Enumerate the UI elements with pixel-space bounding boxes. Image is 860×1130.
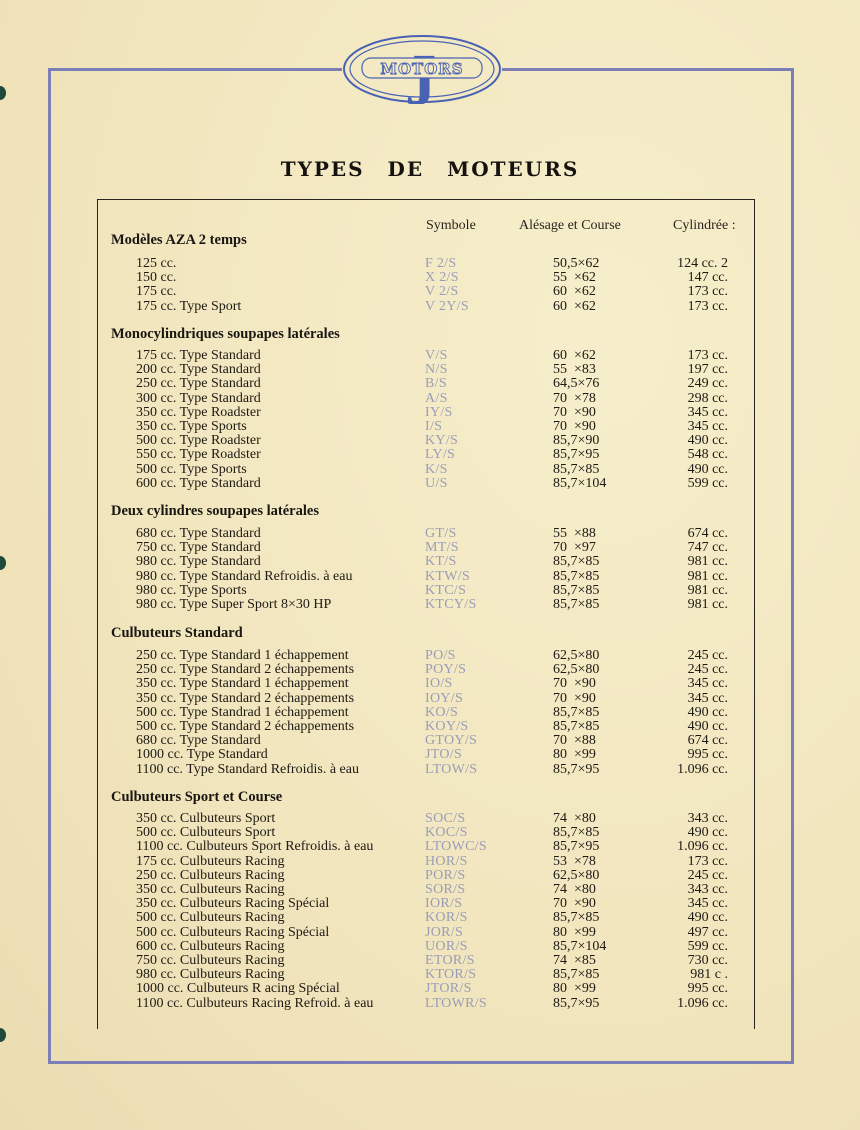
displacement: 173 cc. <box>687 298 728 314</box>
engine-symbol: LTOW/S <box>425 761 478 777</box>
engine-symbol: KTOR/S <box>425 967 477 983</box>
displacement: 674 cc. <box>687 526 728 541</box>
bore-stroke: 85,7×85 <box>553 825 600 841</box>
table-row <box>0 968 860 982</box>
bore-stroke: 80 ×99 <box>553 924 596 940</box>
table-row <box>0 997 860 1011</box>
engine-symbol: GT/S <box>425 526 457 541</box>
engine-symbol: PO/S <box>425 648 456 663</box>
displacement: 1.096 cc. <box>677 761 728 777</box>
section-title: Deux cylindres soupapes latérales <box>111 503 319 519</box>
bore-stroke: 85,7×85 <box>553 597 600 612</box>
bore-stroke: 62,5×80 <box>553 662 600 678</box>
table-row <box>0 584 860 598</box>
logo-motors-text: MOTORS <box>380 60 464 78</box>
engine-name: 175 cc. Type Sport <box>136 298 242 314</box>
bore-stroke: 70 ×88 <box>553 733 596 749</box>
engine-symbol: IOY/S <box>425 690 464 706</box>
engine-symbol: A/S <box>425 390 448 406</box>
table-row <box>0 855 860 869</box>
engine-name: 680 cc. Type Standard <box>136 526 261 541</box>
displacement: 147 cc. <box>687 270 728 286</box>
engine-name: 750 cc. Culbuteurs Racing <box>136 953 285 968</box>
engine-name: 125 cc. <box>136 256 177 271</box>
table-row <box>0 420 860 434</box>
table-row <box>0 869 860 883</box>
displacement: 345 cc. <box>687 896 728 912</box>
displacement: 674 cc. <box>687 733 728 749</box>
engine-name: 350 cc. Culbuteurs Racing <box>136 882 285 897</box>
displacement: 730 cc. <box>687 953 728 968</box>
engine-name: 350 cc. Type Standard 2 échappements <box>136 690 355 706</box>
engine-symbol: V/S <box>425 348 448 363</box>
displacement: 981 cc. <box>687 554 728 570</box>
bore-stroke: 85,7×95 <box>553 447 600 463</box>
displacement: 995 cc. <box>687 981 728 997</box>
table-row <box>0 748 860 762</box>
displacement: 490 cc. <box>687 433 728 449</box>
engine-symbol: ETOR/S <box>425 953 475 968</box>
engine-name: 350 cc. Type Standard 1 échappement <box>136 676 349 692</box>
engine-symbol: KT/S <box>425 554 457 570</box>
table-row <box>0 911 860 925</box>
engine-symbol: IOR/S <box>425 896 463 912</box>
table-row <box>0 527 860 541</box>
engine-symbol: X 2/S <box>425 270 459 286</box>
engine-name: 600 cc. Type Standard <box>136 475 261 491</box>
engine-name: 980 cc. Culbuteurs Racing <box>136 967 285 983</box>
table-row <box>0 598 860 612</box>
engine-name: 175 cc. Culbuteurs Racing <box>136 853 285 869</box>
engine-name: 250 cc. Culbuteurs Racing <box>136 867 285 883</box>
section-title: Modèles AZA 2 temps <box>111 232 247 248</box>
bore-stroke: 60 ×62 <box>553 348 596 363</box>
table-row <box>0 406 860 420</box>
bore-stroke: 70 ×97 <box>553 540 596 556</box>
bore-stroke: 85,7×90 <box>553 433 600 449</box>
engine-name: 980 cc. Type Sports <box>136 582 247 598</box>
engine-name: 1000 cc. Type Standard <box>136 747 268 763</box>
displacement: 490 cc. <box>687 910 728 926</box>
bore-stroke: 85,7×95 <box>553 995 600 1011</box>
bore-stroke: 70 ×90 <box>553 676 596 692</box>
displacement: 345 cc. <box>687 404 728 420</box>
displacement: 548 cc. <box>687 447 728 463</box>
engine-name: 250 cc. Type Standard <box>136 376 261 392</box>
bore-stroke: 85,7×85 <box>553 910 600 926</box>
displacement: 173 cc. <box>687 284 728 300</box>
table-row <box>0 720 860 734</box>
jap-motors-logo <box>342 34 502 104</box>
displacement: 981 cc. <box>687 597 728 612</box>
bore-stroke: 62,5×80 <box>553 867 600 883</box>
engine-name: 500 cc. Culbuteurs Sport <box>136 825 276 841</box>
bore-stroke: 85,7×85 <box>553 568 600 584</box>
table-row <box>0 763 860 777</box>
engine-name: 680 cc. Type Standard <box>136 733 261 749</box>
table-row <box>0 541 860 555</box>
engine-symbol: JTO/S <box>425 747 463 763</box>
table-row <box>0 271 860 285</box>
engine-symbol: V 2/S <box>425 284 459 300</box>
table-row <box>0 954 860 968</box>
engine-name: 200 cc. Type Standard <box>136 362 261 378</box>
table-row <box>0 570 860 584</box>
bore-stroke: 60 ×62 <box>553 284 596 300</box>
column-header-bore-stroke: Alésage et Course <box>519 218 621 233</box>
engine-symbol: IO/S <box>425 676 453 692</box>
table-row <box>0 982 860 996</box>
engine-symbol: UOR/S <box>425 938 468 954</box>
engine-name: 980 cc. Type Standard <box>136 554 261 570</box>
engine-name: 350 cc. Type Sports <box>136 419 247 434</box>
displacement: 124 cc. 2 <box>677 256 728 271</box>
table-row <box>0 555 860 569</box>
engine-symbol: KY/S <box>425 433 459 449</box>
engine-name: 150 cc. <box>136 270 177 286</box>
engine-name: 980 cc. Type Super Sport 8×30 HP <box>136 597 332 612</box>
table-row <box>0 392 860 406</box>
bore-stroke: 85,7×85 <box>553 719 600 734</box>
bore-stroke: 70 ×78 <box>553 390 596 406</box>
table-row <box>0 734 860 748</box>
table-row <box>0 434 860 448</box>
displacement: 995 cc. <box>687 747 728 763</box>
displacement: 599 cc. <box>687 938 728 954</box>
table-row <box>0 883 860 897</box>
engine-symbol: GTOY/S <box>425 733 478 749</box>
table-row <box>0 257 860 271</box>
bore-stroke: 80 ×99 <box>553 747 596 763</box>
bore-stroke: 80 ×99 <box>553 981 596 997</box>
displacement: 345 cc. <box>687 676 728 692</box>
engine-symbol: LTOWC/S <box>425 839 488 855</box>
engine-name: 250 cc. Type Standard 1 échappement <box>136 648 349 663</box>
bore-stroke: 50,5×62 <box>553 256 600 271</box>
table-row <box>0 285 860 299</box>
table-row <box>0 363 860 377</box>
engine-symbol: KOC/S <box>425 825 468 841</box>
displacement: 490 cc. <box>687 825 728 841</box>
engine-symbol: KTCY/S <box>425 597 477 612</box>
bore-stroke: 53 ×78 <box>553 853 596 869</box>
engine-name: 1100 cc. Culbuteurs Sport Refroidis. à eau <box>136 839 374 855</box>
engine-name: 300 cc. Type Standard <box>136 390 261 406</box>
displacement: 490 cc. <box>687 719 728 734</box>
table-row <box>0 377 860 391</box>
bore-stroke: 70 ×90 <box>553 404 596 420</box>
bore-stroke: 85,7×95 <box>553 761 600 777</box>
section-title: Culbuteurs Standard <box>111 625 243 641</box>
page-title: TYPES DE MOTEURS <box>280 157 580 181</box>
table-row <box>0 448 860 462</box>
displacement: 981 cc. <box>687 568 728 584</box>
bore-stroke: 74 ×80 <box>553 811 596 826</box>
displacement: 245 cc. <box>687 662 728 678</box>
bore-stroke: 85,7×85 <box>553 461 600 477</box>
table-row <box>0 477 860 491</box>
engine-symbol: K/S <box>425 461 448 477</box>
table-row <box>0 349 860 363</box>
table-row <box>0 663 860 677</box>
bore-stroke: 55 ×62 <box>553 270 596 286</box>
engine-name: 600 cc. Culbuteurs Racing <box>136 938 285 954</box>
displacement: 345 cc. <box>687 690 728 706</box>
bore-stroke: 85,7×85 <box>553 582 600 598</box>
table-row <box>0 840 860 854</box>
displacement: 173 cc. <box>687 348 728 363</box>
engine-symbol: LTOWR/S <box>425 995 488 1011</box>
bore-stroke: 74 ×85 <box>553 953 596 968</box>
engine-name: 350 cc. Culbuteurs Racing Spécial <box>136 896 330 912</box>
engine-name: 980 cc. Type Standard Refroidis. à eau <box>136 568 353 584</box>
displacement: 245 cc. <box>687 648 728 663</box>
bore-stroke: 70 ×90 <box>553 690 596 706</box>
engine-name: 500 cc. Type Standard 2 échappements <box>136 719 355 734</box>
engine-name: 550 cc. Type Roadster <box>136 447 261 463</box>
table-row <box>0 463 860 477</box>
table-row <box>0 940 860 954</box>
bore-stroke: 85,7×104 <box>553 475 607 491</box>
displacement: 298 cc. <box>687 390 728 406</box>
displacement: 245 cc. <box>687 867 728 883</box>
engine-symbol: F 2/S <box>425 256 457 271</box>
engine-symbol: N/S <box>425 362 448 378</box>
engine-symbol: JTOR/S <box>425 981 472 997</box>
engine-name: 500 cc. Type Standrad 1 échappement <box>136 704 349 720</box>
engine-symbol: KTW/S <box>425 568 471 584</box>
engine-symbol: LY/S <box>425 447 456 463</box>
displacement: 197 cc. <box>687 362 728 378</box>
bore-stroke: 62,5×80 <box>553 648 600 663</box>
displacement: 343 cc. <box>687 882 728 897</box>
engine-symbol: KOR/S <box>425 910 468 926</box>
engine-symbol: IY/S <box>425 404 453 420</box>
bore-stroke: 55 ×88 <box>553 526 596 541</box>
bore-stroke: 85,7×85 <box>553 967 600 983</box>
bore-stroke: 74 ×80 <box>553 882 596 897</box>
engine-symbol: POY/S <box>425 662 467 678</box>
table-row <box>0 812 860 826</box>
engine-symbol: I/S <box>425 419 443 434</box>
engine-name: 500 cc. Culbuteurs Racing <box>136 910 285 926</box>
displacement: 497 cc. <box>687 924 728 940</box>
binder-hole <box>0 86 6 100</box>
displacement: 345 cc. <box>687 419 728 434</box>
engine-symbol: MT/S <box>425 540 459 556</box>
engine-name: 175 cc. Type Standard <box>136 348 261 363</box>
displacement: 249 cc. <box>687 376 728 392</box>
bore-stroke: 85,7×95 <box>553 839 600 855</box>
bore-stroke: 85,7×85 <box>553 704 600 720</box>
displacement: 981 cc. <box>687 582 728 598</box>
bore-stroke: 85,7×104 <box>553 938 607 954</box>
section-title: Monocylindriques soupapes latérales <box>111 326 340 342</box>
column-header-symbol: Symbole <box>426 218 476 233</box>
table-row <box>0 897 860 911</box>
binder-hole <box>0 1028 6 1042</box>
engine-name: 350 cc. Type Roadster <box>136 404 261 420</box>
bore-stroke: 60 ×62 <box>553 298 596 314</box>
bore-stroke: 85,7×85 <box>553 554 600 570</box>
engine-symbol: HOR/S <box>425 853 468 869</box>
displacement: 599 cc. <box>687 475 728 491</box>
engine-symbol: KOY/S <box>425 719 469 734</box>
engine-name: 1100 cc. Type Standard Refroidis. à eau <box>136 761 359 777</box>
engine-symbol: KTC/S <box>425 582 467 598</box>
table-row <box>0 692 860 706</box>
table-row <box>0 649 860 663</box>
displacement: 343 cc. <box>687 811 728 826</box>
displacement: 173 cc. <box>687 853 728 869</box>
bore-stroke: 70 ×90 <box>553 896 596 912</box>
table-row <box>0 300 860 314</box>
section-title: Culbuteurs Sport et Course <box>111 789 283 805</box>
engine-symbol: KO/S <box>425 704 459 720</box>
engine-symbol: JOR/S <box>425 924 464 940</box>
table-row <box>0 706 860 720</box>
engine-name: 500 cc. Type Sports <box>136 461 247 477</box>
displacement: 747 cc. <box>687 540 728 556</box>
engine-name: 350 cc. Culbuteurs Sport <box>136 811 276 826</box>
engine-name: 1000 cc. Culbuteurs R acing Spécial <box>136 981 340 997</box>
engine-name: 250 cc. Type Standard 2 échappements <box>136 662 355 678</box>
engine-name: 175 cc. <box>136 284 177 300</box>
displacement: 981 c . <box>690 967 728 983</box>
displacement: 490 cc. <box>687 461 728 477</box>
engine-name: 1100 cc. Culbuteurs Racing Refroid. à eau <box>136 995 374 1011</box>
engine-symbol: B/S <box>425 376 447 392</box>
table-row <box>0 677 860 691</box>
engine-name: 500 cc. Culbuteurs Racing Spécial <box>136 924 330 940</box>
bore-stroke: 64,5×76 <box>553 376 600 392</box>
engine-symbol: SOR/S <box>425 882 466 897</box>
column-header-displacement: Cylindrée : <box>673 218 736 233</box>
engine-symbol: SOC/S <box>425 811 466 826</box>
displacement: 1.096 cc. <box>677 995 728 1011</box>
displacement: 1.096 cc. <box>677 839 728 855</box>
displacement: 490 cc. <box>687 704 728 720</box>
engine-name: 500 cc. Type Roadster <box>136 433 261 449</box>
engine-symbol: U/S <box>425 475 448 491</box>
table-row <box>0 926 860 940</box>
bore-stroke: 55 ×83 <box>553 362 596 378</box>
engine-symbol: POR/S <box>425 867 466 883</box>
engine-name: 750 cc. Type Standard <box>136 540 261 556</box>
engine-symbol: V 2Y/S <box>425 298 469 314</box>
table-row <box>0 826 860 840</box>
bore-stroke: 70 ×90 <box>553 419 596 434</box>
